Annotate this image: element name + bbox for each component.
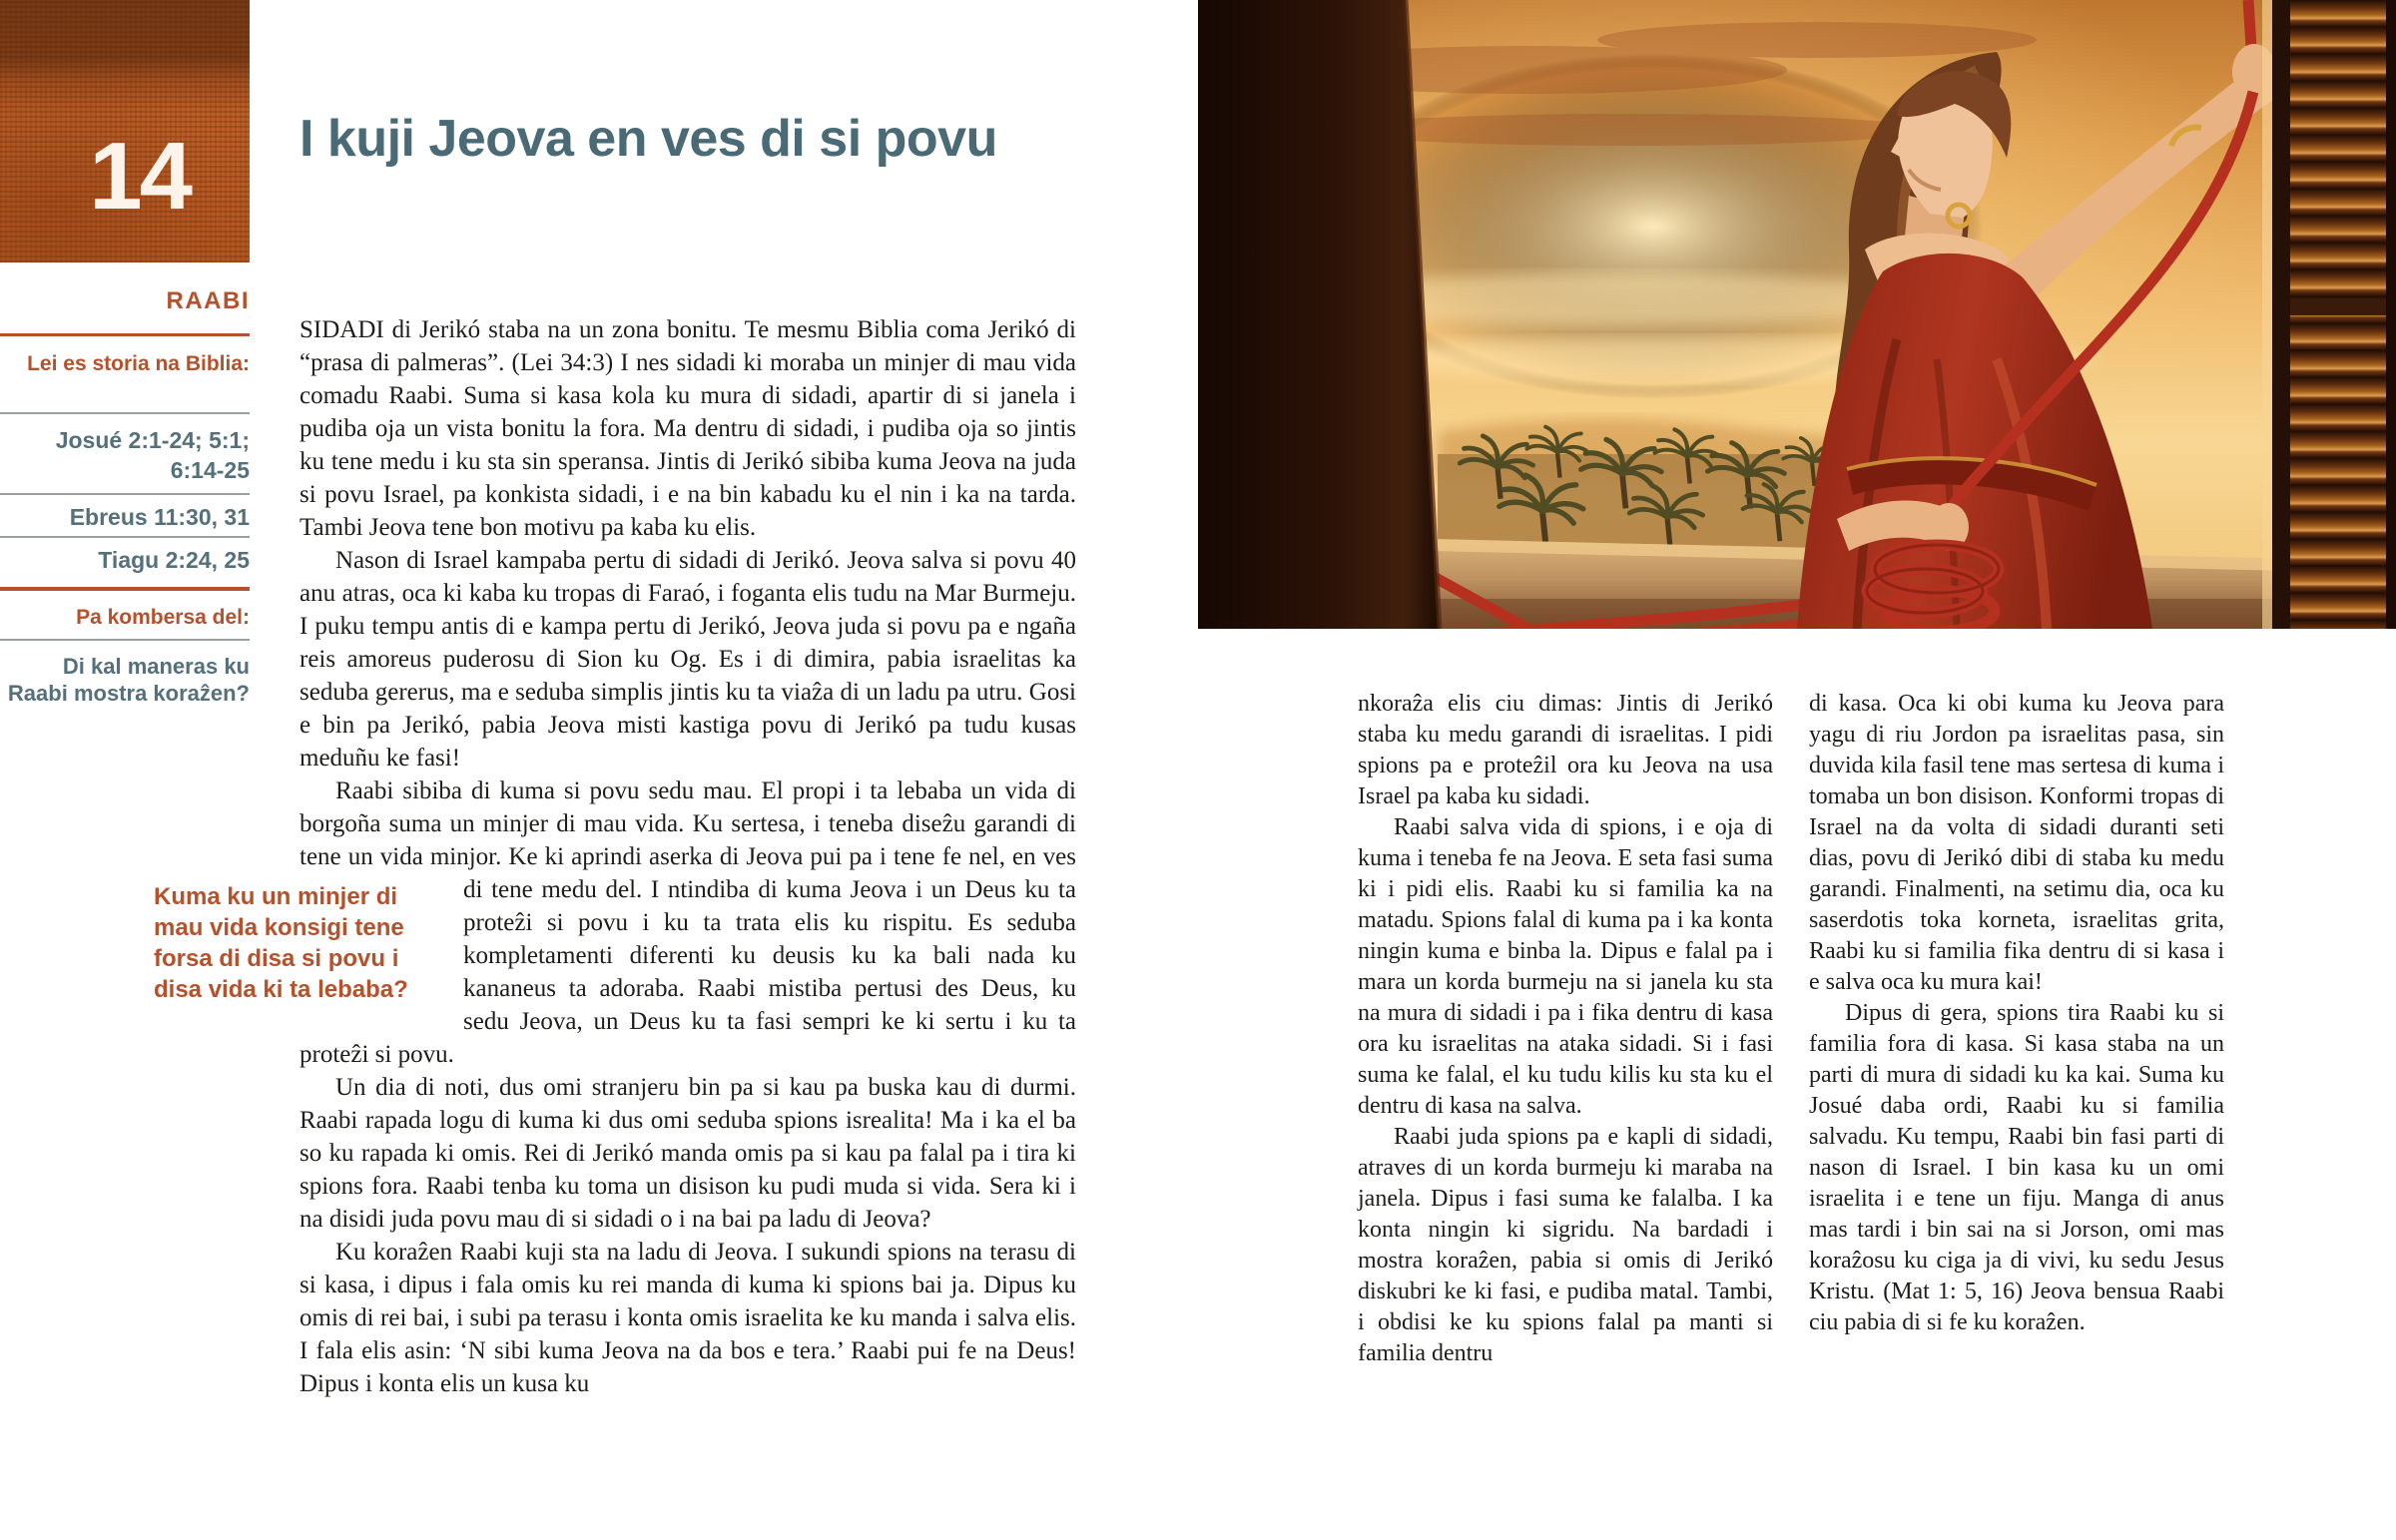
body-paragraph xyxy=(1809,998,2224,1338)
body-paragraph xyxy=(1358,1122,1773,1369)
body-paragraph xyxy=(154,774,1076,1071)
sidebar xyxy=(0,0,250,1540)
chapter-title: I kuji Jeova en ves di si povu xyxy=(300,110,997,168)
paragraph-text: Dipus di gera, spions tira Raabi ku si familia fora di kasa. Si kasa staba na un parti di mura di sidadi ku ka kai. Suma ku Josué daba ordi, Raabi ku si familia salvadu. Ku tempu, Raabi bin fasi parti di nason di Israel. I bin kasa ku un omi israelita i e tene un fiju. Manga di anus mas tardi i bin sai na si Jorson, omi mas koraẑosu ku ciga ja di vivi, ku sedu Jesus Kristu. (Mat 1: 5, 16) Jeova bensua Raabi ciu pabia di si fe ku koraẑen. xyxy=(1809,1000,2224,1335)
sidebar-divider xyxy=(0,333,250,336)
paragraph-text: SIDADI di Jerikó staba na un zona bonitu. Te mesmu Biblia coma Jerikó di “prasa di palmeras”. (Lei 34:3) I nes sidadi ki moraba un minjer di mau vida comadu Raabi. Suma si kasa kola ku mura di sidadi, apartir di si janela i pudiba oja un vista bonitu la fora. Ma dentru di sidadi, i pudiba oja so jintis ku tene medu i ku sta sin speransa. Jintis di Jerikó sibiba kuma Jeova na juda si povu Israel, pa konkista sidadi, i e na bin kabadu ku el nin i ka na tarda. Tambi Jeova tene bon motivu pa kaba ku elis. xyxy=(300,316,1076,541)
sidebar-scripture-ref: Ebreus 11:30, 31 xyxy=(69,504,250,530)
paragraph-text: Raabi salva vida di spions, i e oja di kuma i teneba fe na Jeova. E seta fasi suma ki i pidi elis. Raabi ku si familia ka na matadu. Spions falal di kuma pa i ka konta ningin kuma e binba la. Dipus e falal pa i mara un korda burmeju na si janela ku sta na mura di sidadi i pa i fika dentru di kasa ora ku israelitas na ataka sidadi. Si i fasi suma ke falal, el ku tudu kilis ku sta ku el dentru di kasa na salva. xyxy=(1358,814,1773,1119)
paragraph-text: Ku koraẑen Raabi kuji sta na ladu di Jeova. I sukundi spions na terasu di si kasa, i dipus i fala omis ku rei manda di kuma ki spions bai ja. Dipus ku omis di rei bai, i subi pa terasu i konta omis israelita ke ku manda i salva elis. I fala elis asin: ‘N sibi kuma Jeova na da bos e tera.’ Raabi pui fe na Deus! Dipus i konta elis un kusa ku xyxy=(300,1239,1076,1397)
chapter-number: 14 xyxy=(89,123,190,230)
sidebar-divider xyxy=(0,587,250,591)
sidebar-divider xyxy=(0,536,250,538)
body-paragraph xyxy=(300,1236,1076,1400)
sidebar-divider xyxy=(0,493,250,495)
sidebar-discuss-question: Di kal maneras ku Raabi mostra koraẑen? xyxy=(7,654,250,706)
body-paragraph xyxy=(300,313,1076,544)
right-page-column-1 xyxy=(1358,689,1773,1369)
window-post xyxy=(1198,0,1440,629)
paragraph-text: Un dia di noti, dus omi stranjeru bin pa si kau pa buska kau di durmi. Raabi rapada logu di kuma ki dus omi seduba spions isrealita! Ma i ka el ba so ku rapada ki omis. Rei di Jerikó manda omis pa si kau pa falal pa i tira ki spions fora. Raabi tenba ku toma un disison ku pudi muda si vida. Sera ki i na disidi juda povu mau di si sidadi o i na bai pa ladu di Jeova? xyxy=(300,1074,1076,1233)
sidebar-scripture-ref: Josué 2:1-24; 5:1; 6:14-25 xyxy=(55,427,250,483)
window-shutter xyxy=(2262,0,2396,629)
paragraph-text: nkoraẑa elis ciu dimas: Jintis di Jerikó staba ku medu garandi di israelitas. I pidi spions pa e proteẑil ora ku Jeova na usa Israel pa kaba ku sidadi. xyxy=(1358,691,1773,809)
body-paragraph xyxy=(300,544,1076,774)
sidebar-divider xyxy=(0,412,250,414)
body-paragraph xyxy=(1809,689,2224,998)
paragraph-text: Jeova i un Deus ku ta proteẑi si povu i ku ta trata elis ku rispitu. Es seduba kompletamenti diferenti ku deusis ku ka bali nada ku kananeus ta adoraba. Raabi mistiba pertusi des Deus, ku sedu Jeova, un Deus ku ta fasi sempri ke ki sertu i ku ta proteẑi si povu. xyxy=(300,876,1076,1068)
sidebar-scripture-ref: Tiagu 2:24, 25 xyxy=(98,547,250,573)
sidebar-person-name: RAABI xyxy=(166,287,250,314)
paragraph-text: Nason di Israel kampaba pertu di sidadi di Jerikó. Jeova salva si povu 40 anu atras, oca ki kaba ku tropas di Faraó, i foganta elis tudu na Mar Burmeju. I puku tempu antis di e kampa pertu di Jerikó, Jeova juda si povu pa e ngaña reis amoreus puderosu di Sion ku Og. Es i di dimira, pabia israelitas ka seduba gererus, ma e seduba simplis jintis ku ta viaẑa di un ladu pa utru. Gosi e bin pa Jerikó, pabia Jeova misti kastiga povu di Jerikó pa tudu kusas meduñu ke fasi! xyxy=(300,547,1076,771)
paragraph-text: Raabi sibiba di kuma si povu sedu mau. El propi i ta lebaba un vida di borgoña suma un minjer di mau vida. Ku sertesa, i teneba diseẑu garandi di tene un vida minjor. Ke ki aprindi aserka di Jeova pui pa i tene fe nel, en ves di tene medu del. I ntindiba di kuma xyxy=(300,777,1076,903)
rahab-window-illustration xyxy=(1198,0,2396,629)
body-paragraph xyxy=(1358,812,1773,1122)
sidebar-divider xyxy=(0,639,250,641)
body-paragraph xyxy=(300,1071,1076,1236)
paragraph-text: Raabi juda spions pa e kapli di sidadi, atraves di un korda burmeju ki maraba na janela. Dipus i fasi suma ke falalba. I ka konta ningin ki sigridu. Na bardadi i mostra koraẑen, pabia si omis di Jerikó diskubri ke ki fasi, e pudiba matal. Tambi, i obdisi ke ku spions falal pa manti si familia dentru xyxy=(1358,1124,1773,1366)
sidebar-discuss-label: Pa kombersa del: xyxy=(76,606,250,629)
sidebar-read-label: Lei es storia na Biblia: xyxy=(27,352,250,375)
body-paragraph xyxy=(1358,689,1773,812)
paragraph-text: di kasa. Oca ki obi kuma ku Jeova para yagu di riu Jordon pa israelitas pasa, sin duvida kila fasil tene mas sertesa di kuma i tomaba un bon disison. Konformi tropas di Israel na da volta di sidadi duranti seti dias, povu di Jerikó dibi di staba ku medu garandi. Finalmenti, na setimu dia, oca ku saserdotis toka korneta, israelitas grita, Raabi ku si familia fika dentru di si kasa i e salva oca ku mura kai! xyxy=(1809,691,2224,995)
right-page-column-2 xyxy=(1809,689,2224,1338)
pull-quote: Kuma ku un minjer di mau vida konsigi tene forsa di disa si povu i disa vida ki ta lebaba? xyxy=(154,883,408,1003)
